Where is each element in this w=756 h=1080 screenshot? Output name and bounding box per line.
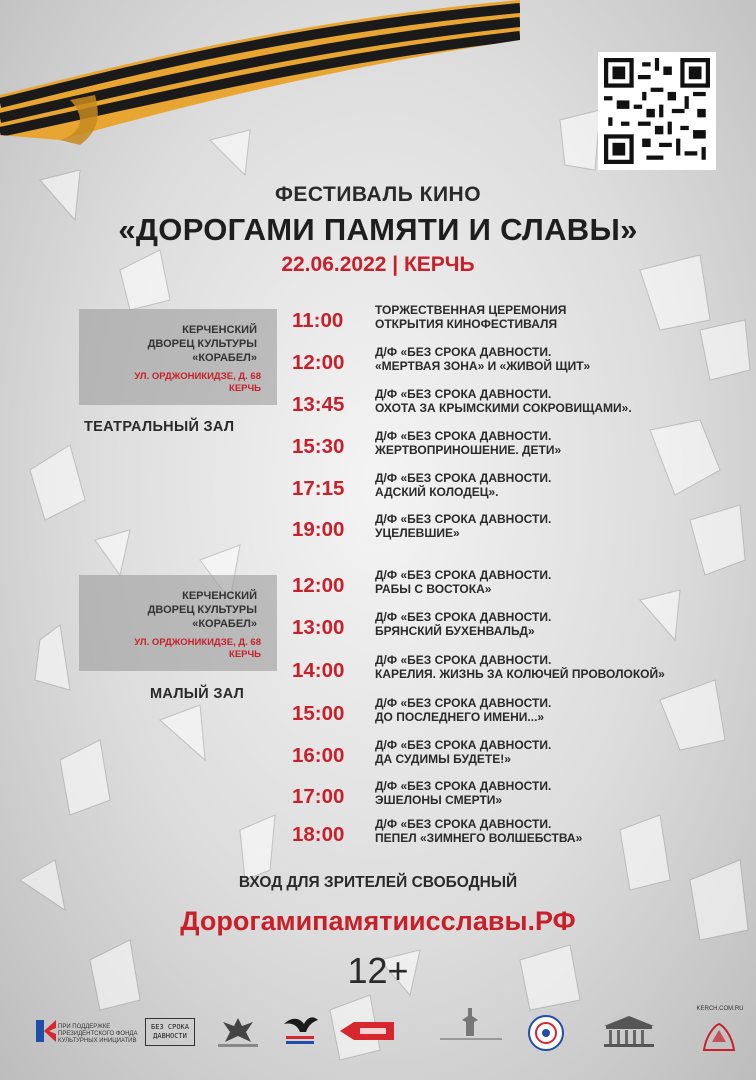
schedule-row [292,303,732,349]
session-title: Д/Ф «БЕЗ СРОКА ДАВНОСТИ. УЦЕЛЕВШИЕ» [375,512,552,540]
session-title: Д/Ф «БЕЗ СРОКА ДАВНОСТИ. БРЯНСКИЙ БУХЕНВАЛЬД» [375,610,552,638]
festival-title: «ДОРОГАМИ ПАМЯТИ И СЛАВЫ» [118,212,638,247]
kerch-emblem-icon [696,1016,742,1056]
schedule-row [292,345,732,391]
session-title: Д/Ф «БЕЗ СРОКА ДАВНОСТИ. ЭШЕЛОНЫ СМЕРТИ» [375,779,552,807]
schedule-row [292,471,732,517]
bird-logo-icon [280,1010,320,1050]
schedule-row [292,696,732,742]
session-time: 15:00 [292,702,345,725]
venue-name: КЕРЧЕНСКИЙ ДВОРЕЦ КУЛЬТУРЫ «КОРАБЕЛ» [147,590,257,630]
session-title: Д/Ф «БЕЗ СРОКА ДАВНОСТИ. ДО ПОСЛЕДНЕГО ИМЕНИ...» [375,696,552,724]
cinema-fund-logo-icon [340,1020,394,1042]
session-time: 13:45 [292,393,345,416]
session-title: Д/Ф «БЕЗ СРОКА ДАВНОСТИ. АДСКИЙ КОЛОДЕЦ». [375,471,552,499]
session-title: Д/Ф «БЕЗ СРОКА ДАВНОСТИ. КАРЕЛИЯ. ЖИЗНЬ ЗА КОЛЮЧЕЙ ПРОВОЛОКОЙ» [375,653,665,681]
session-time: 11:00 [292,309,344,332]
hall-name-small: МАЛЫЙ ЗАЛ [150,686,245,702]
schedule-row [292,387,732,433]
schedule-row [292,610,732,656]
monument-logo-icon [438,1006,504,1042]
session-time: 12:00 [292,351,345,374]
session-time: 13:00 [292,616,345,639]
free-entry-note: ВХОД ДЛЯ ЗРИТЕЛЕЙ СВОБОДНЫЙ [238,874,518,891]
schedule-row [292,512,732,558]
session-title: Д/Ф «БЕЗ СРОКА ДАВНОСТИ. «МЕРТВАЯ ЗОНА» И «ЖИВОЙ ЩИТ» [375,345,591,373]
session-time: 17:15 [292,477,345,500]
st-george-ribbon [0,0,520,150]
schedule-row [292,429,732,475]
hall-name-theatre: ТЕАТРАЛЬНЫЙ ЗАЛ [84,419,235,435]
venue-panel-2 [79,575,277,671]
university-building-icon [596,1012,662,1052]
session-title: Д/Ф «БЕЗ СРОКА ДАВНОСТИ. ЖЕРТВОПРИНОШЕНИЕ. ДЕТИ» [375,429,562,457]
kerch-site-logo-text: KERCH.COM.RU [696,1006,744,1012]
session-title: Д/Ф «БЕЗ СРОКА ДАВНОСТИ. ОХОТА ЗА КРЫМСКИМИ СОКРОВИЩАМИ». [375,387,632,415]
schedule-row [292,817,732,863]
session-title: Д/Ф «БЕЗ СРОКА ДАВНОСТИ. ПЕПЕЛ «ЗИМНЕГО ВОЛШЕБСТВА» [375,817,583,845]
session-time: 18:00 [292,823,345,846]
session-time: 12:00 [292,574,345,597]
session-time: 19:00 [292,518,345,541]
session-time: 15:30 [292,435,345,458]
venue-address: УЛ. ОРДЖОНИКИДЗЕ, Д. 68 КЕРЧЬ [134,637,261,660]
schedule-row [292,653,732,699]
session-time: 14:00 [292,659,345,682]
venue-panel-1 [79,309,277,405]
presidential-fund-logo-icon [36,1020,56,1042]
grant-logo-text: ПРИ ПОДДЕРЖКЕ ПРЕЗИДЕНТСКОГО ФОНДА КУЛЬТУРНЫХ ИНИЦИАТИВ [58,1024,138,1044]
qr-code-icon [604,58,710,164]
schedule-row [292,738,732,784]
date-place: 22.06.2022 | КЕРЧЬ [281,253,475,276]
festival-subtitle: ФЕСТИВАЛЬ КИНО [274,183,482,206]
session-time: 17:00 [292,785,345,808]
schedule-row [292,568,732,614]
eagle-emblem-icon [213,1014,263,1048]
qr-code[interactable] [598,52,716,170]
session-title: Д/Ф «БЕЗ СРОКА ДАВНОСТИ. ДА СУДИМЫ БУДЕТЕ!» [375,738,552,766]
age-rating: 12+ [347,950,409,991]
session-title: ТОРЖЕСТВЕННАЯ ЦЕРЕМОНИЯ ОТКРЫТИЯ КИНОФЕСТИВАЛЯ [375,303,567,331]
bez-sroka-logo: БЕЗ СРОКА ДАВНОСТИ [145,1018,195,1046]
session-time: 16:00 [292,744,345,767]
website-link[interactable]: Дорогамипамятиисславы.РФ [180,906,576,936]
session-title: Д/Ф «БЕЗ СРОКА ДАВНОСТИ. РАБЫ С ВОСТОКА» [375,568,552,596]
venue-name: КЕРЧЕНСКИЙ ДВОРЕЦ КУЛЬТУРЫ «КОРАБЕЛ» [147,324,257,364]
partner-logos [0,1002,756,1062]
venue-address: УЛ. ОРДЖОНИКИДЗЕ, Д. 68 КЕРЧЬ [134,371,261,394]
round-seal-logo-icon [527,1014,565,1052]
